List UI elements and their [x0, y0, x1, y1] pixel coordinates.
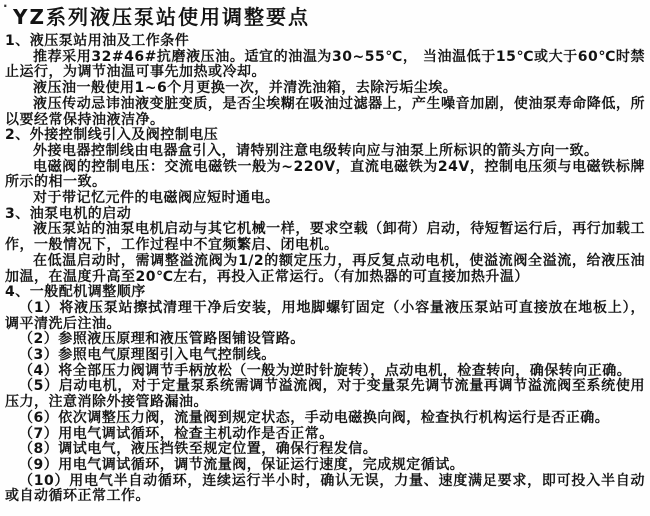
section-4-step: （9）用电气调试循环，调节流量阀，保证运行速度，完成规定循试。 — [19, 456, 465, 473]
section-4-heading: 4、一般配机调整顺序 — [5, 284, 146, 301]
section-4-step: （4）将全部压力阀调节手柄放松（一般为逆时针旋转），点动电机，检查转向，确保转向正确。 — [19, 362, 632, 379]
section-2-paragraph: 外接电器控制线由电器盒引入，请特别注意电级转向应与油泵上所标识的箭头方向一致。 — [33, 142, 599, 159]
section-4-step: （3）参照电气原理图引入电气控制线。 — [19, 347, 276, 364]
section-2-paragraph: 对于带记忆元件的电磁阀应短时通电。 — [33, 190, 280, 207]
section-4-step: （2）参照液压原理和液压管路图铺设管路。 — [19, 331, 305, 348]
section-1-paragraph: 液压油一般使用1~6个月更换一次，并清洗油箱，去除污垢尘埃。 — [33, 80, 458, 97]
section-1-paragraph: 液压传动忌讳油液变脏变质，是否尘埃糊在吸油过滤器上，产生噪音加剧，使油泵寿命降低，所以要经常保持油液洁净。 — [5, 95, 645, 128]
section-4-step: （6）依次调整压力阀，流量阀到规定状态，手动电磁换向阀，检查执行机构运行是否正确。 — [19, 409, 610, 426]
section-4-step: （1）将液压泵站擦拭清理干净后安装，用地脚螺钉固定（小容量液压泵站可直接放在地板上），调平清洗后注油。 — [5, 299, 645, 332]
section-1-paragraph: 推荐采用32#46#抗磨液压油。适宜的油温为30~55℃， 当油温低于15℃或大于60℃时禁止运行，为调节油温可事先加热或冷却。 — [5, 48, 645, 81]
section-3-paragraph: 液压泵站的油泵电机启动与其它机械一样，要求空载（卸荷）启动，待短暂运行后，再行加载工作，一般情况下，工作过程中不宜频繁启、闭电机。 — [5, 221, 645, 254]
section-4-step: （5）启动电机，对于定量泵系统需调节溢流阀，对于变量泵先调节流量再调节溢流阀至系统使用压力，注意消除外接管路漏油。 — [5, 378, 645, 411]
page-title: YZ系列液压泵站使用调整要点 — [13, 5, 310, 29]
section-2-heading: 2、外接控制线引入及阀控制电压 — [5, 127, 219, 144]
section-4-step: （10）用电气半自动循环，连续运行半小时，确认无误，力量、速度满足要求，即可投入半自动或自动循环正常工作。 — [5, 472, 645, 505]
section-4-step: （8）调试电气，液压挡铁至规定位置，确保行程发信。 — [19, 441, 378, 458]
corner-artifact: . — [3, 0, 8, 10]
document-body — [5, 34, 645, 505]
section-3-paragraph: 在低温启动时，需调整溢流阀为1/2的额定压力，再反复点动电机，使溢流阀全溢流，给液压油加温，在温度升高至20℃左右，再投入正常运行。（有加热器的可直接加热升温） — [5, 252, 645, 285]
section-1-heading: 1、液压泵站用油及工作条件 — [5, 33, 190, 49]
section-4-step: （7）用电气调试循环，检查主机动作是否正常。 — [19, 425, 334, 442]
section-3-heading: 3、油泵电机的启动 — [5, 205, 132, 222]
section-2-paragraph: 电磁阀的控制电压：交流电磁铁一般为~220V，直流电磁铁为24V，控制电压须与电磁铁标牌所示的相一致。 — [5, 158, 645, 191]
